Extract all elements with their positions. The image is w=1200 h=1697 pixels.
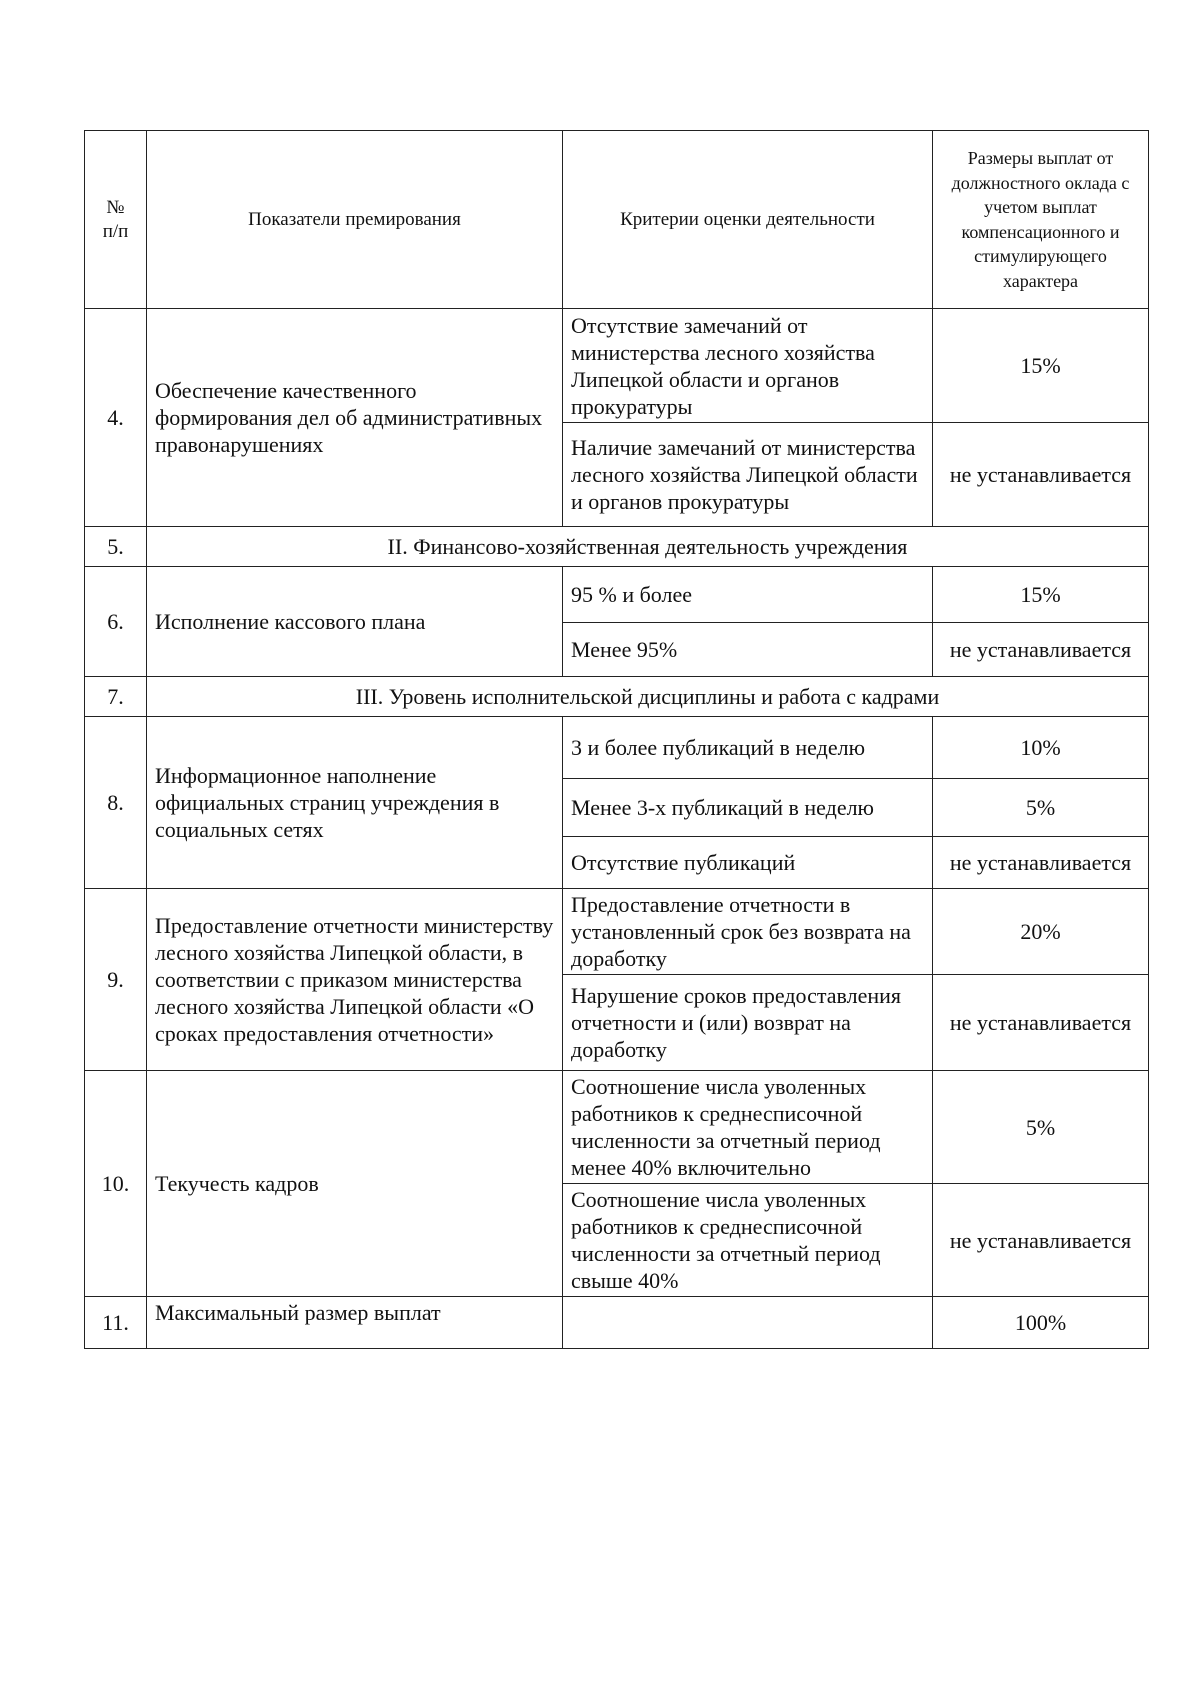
header-num xyxy=(85,131,147,309)
payment-cell: 5% xyxy=(933,1071,1149,1184)
header-num-text: № п/п xyxy=(102,196,129,242)
payment-cell: 5% xyxy=(933,779,1149,837)
criteria-cell: 3 и более публикаций в неделю xyxy=(563,717,933,779)
row-number: 11. xyxy=(85,1297,147,1349)
table-row xyxy=(85,717,1149,779)
indicator-cell: Максимальный размер выплат xyxy=(147,1297,563,1349)
row-number: 5. xyxy=(85,527,147,567)
indicator-cell: Предоставление отчетности министерству лесного хозяйства Липецкой области, в соответствии с приказом министерства лесного хозяйства Липецкой области «О сроках предоставления отчетности» xyxy=(147,889,563,1071)
table-row xyxy=(85,889,1149,975)
indicator-cell: Текучесть кадров xyxy=(147,1071,563,1297)
criteria-cell: Менее 3-х публикаций в неделю xyxy=(563,779,933,837)
payment-cell: 100% xyxy=(933,1297,1149,1349)
row-number: 10. xyxy=(85,1071,147,1297)
payment-cell: не устанавливается xyxy=(933,623,1149,677)
row-number: 7. xyxy=(85,677,147,717)
indicator-cell: Информационное наполнение официальных страниц учреждения в социальных сетях xyxy=(147,717,563,889)
criteria-cell xyxy=(563,1297,933,1349)
criteria-cell: Отсутствие публикаций xyxy=(563,837,933,889)
payment-cell: 10% xyxy=(933,717,1149,779)
header-criteria-text: Критерии оценки деятельности xyxy=(620,208,875,230)
criteria-cell: 95 % и более xyxy=(563,567,933,623)
row-number: 8. xyxy=(85,717,147,889)
payment-cell: не устанавливается xyxy=(933,423,1149,527)
header-indicator-text: Показатели премирования xyxy=(248,208,461,230)
criteria-cell: Соотношение числа уволенных работников к среднесписочной численности за отчетный период менее 40% включительно xyxy=(563,1071,933,1184)
row-number: 6. xyxy=(85,567,147,677)
document-page xyxy=(84,130,1148,1349)
payment-cell: 20% xyxy=(933,889,1149,975)
table-row xyxy=(85,567,1149,623)
table-header-row xyxy=(85,131,1149,309)
criteria-cell: Менее 95% xyxy=(563,623,933,677)
header-payment-text: Размеры выплат от должностного оклада с учетом выплат компенсационного и стимулирующего характера xyxy=(951,148,1130,291)
criteria-cell: Наличие замечаний от министерства лесного хозяйства Липецкой области и органов прокуратуры xyxy=(563,423,933,527)
bonus-criteria-table xyxy=(84,130,1149,1349)
header-criteria xyxy=(563,131,933,309)
table-body xyxy=(85,131,1149,1349)
header-indicator xyxy=(147,131,563,309)
table-row xyxy=(85,309,1149,423)
criteria-cell: Нарушение сроков предоставления отчетности и (или) возврат на доработку xyxy=(563,975,933,1071)
table-row xyxy=(85,1071,1149,1184)
criteria-cell: Соотношение числа уволенных работников к среднесписочной численности за отчетный период свыше 40% xyxy=(563,1184,933,1297)
payment-cell: не устанавливается xyxy=(933,975,1149,1071)
row-number: 4. xyxy=(85,309,147,527)
row-number: 9. xyxy=(85,889,147,1071)
criteria-cell: Отсутствие замечаний от министерства лесного хозяйства Липецкой области и органов прокуратуры xyxy=(563,309,933,423)
payment-cell: 15% xyxy=(933,309,1149,423)
payment-cell: 15% xyxy=(933,567,1149,623)
section-row xyxy=(85,677,1149,717)
indicator-cell: Обеспечение качественного формирования дел об административных правонарушениях xyxy=(147,309,563,527)
criteria-cell: Предоставление отчетности в установленный срок без возврата на доработку xyxy=(563,889,933,975)
indicator-cell: Исполнение кассового плана xyxy=(147,567,563,677)
section-title: III. Уровень исполнительской дисциплины и работа с кадрами xyxy=(147,677,1149,717)
section-title: II. Финансово-хозяйственная деятельность учреждения xyxy=(147,527,1149,567)
section-row xyxy=(85,527,1149,567)
payment-cell: не устанавливается xyxy=(933,837,1149,889)
header-payment xyxy=(933,131,1149,309)
table-row xyxy=(85,1297,1149,1349)
payment-cell: не устанавливается xyxy=(933,1184,1149,1297)
